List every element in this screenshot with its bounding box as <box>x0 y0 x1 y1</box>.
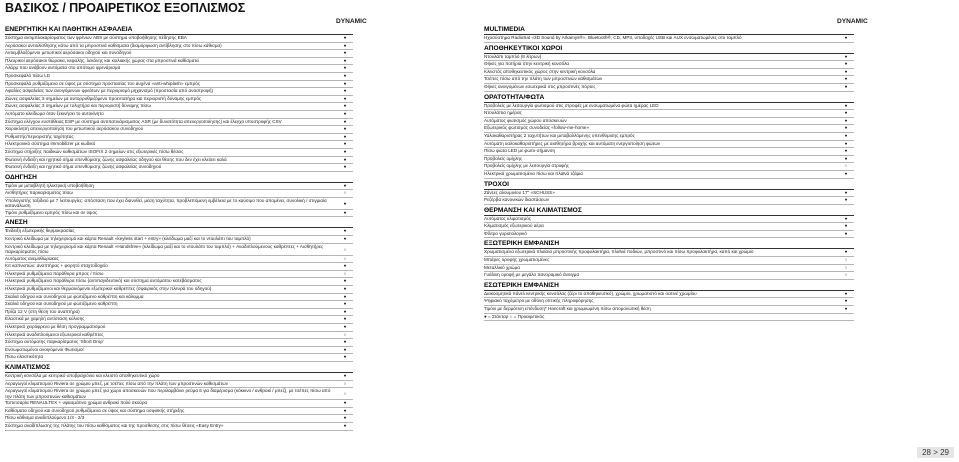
equipment-row <box>5 81 353 89</box>
standard-dot-icon <box>337 134 353 141</box>
standard-dot-icon <box>337 423 353 430</box>
equipment-row <box>5 190 353 198</box>
standard-dot-icon <box>838 54 854 61</box>
section-title: ΑΝΕΣΗ <box>5 219 353 228</box>
equipment-label: Κλειστός αποθηκευτικός χώρος στην κεντρική κονσόλα <box>484 68 596 74</box>
equipment-label: Προσκεφαλά ρυθμιζόμενα σε ύψος με σύστημα προστασίας του αυχένα «anti-whiplash» εμπρός <box>5 80 201 86</box>
equipment-label: Ζώνες ασφαλείας 3 σημείων με τυλιχτήρα και περιοριστή δύναμης πίσω <box>5 103 151 109</box>
equipment-row <box>484 257 854 265</box>
equipment-row <box>484 110 854 118</box>
standard-dot-icon <box>337 400 353 407</box>
standard-dot-icon <box>337 339 353 346</box>
standard-dot-icon <box>838 190 854 197</box>
standard-dot-icon <box>838 84 854 91</box>
standard-dot-icon <box>337 309 353 316</box>
equipment-row <box>5 141 353 149</box>
section-title: ΚΛΙΜΑΤΙΣΜΟΣ <box>5 364 353 373</box>
standard-dot-icon <box>337 263 353 270</box>
equipment-section <box>5 219 353 364</box>
equipment-label: Αφαλίες ασφαλείας των ανοιγόμενων φρεάτων με περιορισμό μηχανισμό (προστασία από αναστροφή) <box>5 88 213 94</box>
equipment-label: Αυτόματο κλείδωμα όταν ξεκινήσει το αυτοκίνητο <box>5 110 104 116</box>
equipment-row <box>5 96 353 104</box>
standard-dot-icon <box>838 249 854 256</box>
standard-dot-icon <box>337 294 353 301</box>
equipment-row <box>5 183 353 191</box>
equipment-row <box>484 103 854 111</box>
equipment-label: Αντιεμβλοξόμενοι μετωπικοί αερόσακοι οδηγού και συνοδηγού <box>5 50 132 56</box>
standard-dot-icon <box>838 298 854 305</box>
section-title: ΟΔΗΓΗΣΗ <box>5 174 353 183</box>
version-header-left <box>5 18 367 26</box>
equipment-row <box>5 134 353 142</box>
optional-circle-icon <box>337 388 353 400</box>
equipment-row <box>5 164 353 172</box>
standard-dot-icon <box>337 301 353 308</box>
section-title: ΤΡΟΧΟΙ <box>484 181 854 190</box>
equipment-label: Χρωματισμένα εξωτερικά πλαίσια μπροστινής προφυλακτήρα, πλαϊνά ποδιών, μπροστινό και πίσω προφυλακτήρα, καπό και χρώμιο <box>484 249 754 255</box>
equipment-row <box>484 118 854 126</box>
equipment-section <box>484 26 854 45</box>
equipment-label: Ταπετσαρία RENAULTEX + υφασμάτινο χρώμα ανθρακί πολύ σκούρο <box>5 400 148 406</box>
standard-dot-icon <box>337 111 353 118</box>
optional-circle-icon <box>838 163 854 170</box>
equipment-label: Ηλεκτρικά αναδιπλούμενοι εξωτερικοί καθρέπτες <box>5 331 104 337</box>
equipment-row <box>5 339 353 347</box>
standard-dot-icon <box>337 81 353 88</box>
optional-circle-icon <box>838 265 854 272</box>
equipment-row <box>5 316 353 324</box>
equipment-row <box>5 373 353 381</box>
equipment-row <box>5 88 353 96</box>
standard-dot-icon <box>337 88 353 95</box>
equipment-row <box>5 103 353 111</box>
equipment-row <box>5 35 353 43</box>
equipment-row <box>5 198 353 210</box>
equipment-label: Μπάρες οροφής χρωματισμένες <box>484 257 550 263</box>
standard-dot-icon <box>337 50 353 57</box>
right-sections <box>484 26 854 323</box>
equipment-row <box>5 119 353 127</box>
equipment-row <box>484 133 854 141</box>
optional-circle-icon <box>838 257 854 264</box>
standard-dot-icon <box>337 35 353 42</box>
standard-dot-icon <box>337 73 353 80</box>
section-title: ΕΝΕΡΓΗΤΙΚΗ ΚΑΙ ΠΑΘΗΤΙΚΗ ΑΣΦΑΛΕΙΑ <box>5 26 353 35</box>
standard-dot-icon <box>838 103 854 110</box>
standard-dot-icon <box>337 373 353 380</box>
standard-dot-icon <box>337 278 353 285</box>
equipment-label: Ντουλάπια ημέρας <box>484 110 522 116</box>
equipment-row <box>5 423 353 431</box>
equipment-label: Αυτόματος φωτισμός χώρου αποσκευών <box>484 117 567 123</box>
version-label: DYNAMIC <box>837 18 868 25</box>
standard-dot-icon <box>337 119 353 126</box>
equipment-label: Τιμόνι με μεταβλητή ηλεκτρική υποβοήθηση <box>5 182 94 188</box>
equipment-row <box>5 236 353 244</box>
equipment-row <box>484 265 854 273</box>
equipment-label: Φωτεινή ένδειξη και ηχητικό σήμα υπενθύμισης ζώνης ασφαλείας συνοδηγού <box>5 164 162 170</box>
equipment-row <box>5 73 353 81</box>
equipment-label: Ρυθμιστής/περιοριστής ταχύτητας <box>5 133 74 139</box>
equipment-column-left <box>5 18 367 433</box>
standard-dot-icon <box>838 148 854 155</box>
equipment-row <box>5 43 353 51</box>
section-title: ΑΠΟΘΗΚΕΥΤΙΚΟΙ ΧΩΡΟΙ <box>484 45 854 54</box>
standard-dot-icon <box>838 76 854 83</box>
equipment-row <box>5 324 353 332</box>
equipment-label: Υπολογιστής ταξιδιού με 7 λειτουργίες: απόσταση που έχει διανυθεί, μέση ταχύτητα, προβλεπόμενη εμβέλεια με το καύσιμο που απομένει, συνολική / στιγμιαία κατανάλωση <box>5 197 327 209</box>
optional-circle-icon <box>337 256 353 263</box>
equipment-label: Πίσω κάθισμα αναδιπλούμενο 1/3 - 2/3 <box>5 415 85 421</box>
equipment-section <box>5 364 353 433</box>
equipment-row <box>5 157 353 165</box>
equipment-label: Διακοσμητικά πάνελ κεντρικής κονσόλας (ζέρι το αποθηκευτικό), χρώμιο, χρωματιστό και σατινέ χρωμίου <box>484 290 697 296</box>
standard-dot-icon <box>337 96 353 103</box>
equipment-row <box>484 54 854 62</box>
standard-dot-icon <box>838 61 854 68</box>
equipment-row <box>5 381 353 389</box>
equipment-row <box>5 388 353 400</box>
section-title: MULTIMEDIA <box>484 26 854 35</box>
equipment-label: Τιμόνι με δερμάτινη επένδυση* Hancraft και χρωμιωμένη πίσω απομονωτική θέση <box>484 306 651 312</box>
standard-dot-icon <box>337 164 353 171</box>
equipment-label: Ηλεκτρικά ρυθμιζόμενοι και θερμαινόμενοι εξωτερικοί καθρέπτες (σφαιρικός στην πλευρά του οδηγού) <box>5 286 212 292</box>
equipment-row <box>5 65 353 73</box>
standard-dot-icon <box>337 286 353 293</box>
page-title: ΒΑΣΙΚΟΣ / ΠΡΟΑΙΡΕΤΙΚΟΣ ΕΞΟΠΛΙΣΜΟΣ <box>5 1 246 15</box>
equipment-label: Σύστημα αναδίπλωσης της πλάτης του πίσω καθίσματος και της προσθεσης στις πίσω θέσεις «Easy Entry» <box>5 422 224 428</box>
equipment-label: Φίλτρο γυρισιολογικό <box>484 230 527 236</box>
equipment-row <box>5 278 353 286</box>
standard-dot-icon <box>838 231 854 238</box>
section-title: ΟΡΑΤΟΤΗΤΑ/ΦΩΤΑ <box>484 94 854 103</box>
section-title: ΕΣΩΤΕΡΙΚΗ ΕΜΦΑΝΙΣΗ <box>484 282 854 291</box>
equipment-row <box>484 35 854 43</box>
standard-dot-icon <box>838 110 854 117</box>
equipment-label: Φωτεινή ένδειξη και ηχητικό σήμα υπενθύμισης ζώνης ασφαλείας οδηγού και θέσης που δεν έχει κλείσει καλά <box>5 156 227 162</box>
standard-dot-icon <box>838 291 854 298</box>
standard-dot-icon <box>337 198 353 210</box>
equipment-row <box>5 347 353 355</box>
standard-dot-icon <box>337 157 353 164</box>
equipment-label: Αλάρμ που ανάβουν αυτόματα στο απότομο φρενάρισμα <box>5 65 121 71</box>
equipment-row <box>5 256 353 264</box>
equipment-row <box>484 249 854 257</box>
standard-dot-icon <box>838 125 854 132</box>
standard-dot-icon <box>838 35 854 42</box>
standard-dot-icon <box>337 126 353 133</box>
equipment-row <box>5 354 353 362</box>
equipment-label: Ηλεκτρονικό σύστημα immobilizer με κωδικό <box>5 141 96 147</box>
equipment-row <box>484 163 854 171</box>
equipment-row <box>484 84 854 92</box>
equipment-label: Ένδειξη εξωτερικής θερμοκρασίας <box>5 228 75 234</box>
equipment-row <box>5 111 353 119</box>
equipment-row <box>5 210 353 218</box>
standard-dot-icon <box>838 133 854 140</box>
equipment-row <box>484 156 854 164</box>
standard-dot-icon <box>337 415 353 422</box>
equipment-row <box>5 332 353 340</box>
standard-dot-icon <box>337 347 353 354</box>
equipment-row <box>5 294 353 302</box>
standard-dot-icon <box>838 156 854 163</box>
equipment-label: Προβολείς με λειτουργία φωτισμού στις στροφές με ενσωματωμένα φώτα ημέρας LED <box>484 102 659 108</box>
equipment-label: Θήκες για ποτήρια στην κεντρική κονσόλα <box>484 61 570 67</box>
optional-circle-icon <box>838 272 854 279</box>
equipment-row <box>484 314 854 322</box>
equipment-section <box>484 207 854 241</box>
equipment-row <box>484 231 854 239</box>
standard-dot-icon <box>838 223 854 230</box>
standard-dot-icon <box>337 354 353 361</box>
equipment-label: Πίσω φώτα LED με φωτο-σήμανση <box>484 148 556 154</box>
equipment-section <box>484 181 854 207</box>
standard-dot-icon <box>838 118 854 125</box>
section-title: ΘΕΡΜΑΝΣΗ ΚΑΙ ΚΛΙΜΑΤΙΣΜΟΣ <box>484 207 854 216</box>
standard-dot-icon <box>337 408 353 415</box>
equipment-label: ● = Στάνταρ ○ = Προαιρετικός <box>484 313 545 319</box>
standard-dot-icon <box>838 141 854 148</box>
equipment-row <box>5 50 353 58</box>
equipment-label: Ζάντες αλουμινίου 17'' «SCHUSS» <box>484 189 555 195</box>
equipment-row <box>484 197 854 205</box>
equipment-label: Αυτόματος κλιματισμός <box>484 215 532 221</box>
equipment-row <box>5 228 353 236</box>
equipment-row <box>5 244 353 256</box>
standard-dot-icon <box>838 69 854 76</box>
equipment-row <box>484 190 854 198</box>
equipment-row <box>484 298 854 306</box>
equipment-row <box>5 286 353 294</box>
section-title: ΕΞΩΤΕΡΙΚΗ ΕΜΦΑΝΙΣΗ <box>484 240 854 249</box>
equipment-label: Ηχοσύστημα RadioSat «3D Sound by Arkamys®», Bluetooth®, CD, MP3, υποδοχές USB και AUX ενσωματωμένες στο ταμπλό <box>484 35 742 40</box>
standard-dot-icon <box>337 43 353 50</box>
equipment-label: Κεντρικό κλείδωμα με τηλεχειρισμό και κάρτα Renault «keyless start + entry» (κλείδωμα μαζί και το ντουλάπι του ταμπλό) <box>5 236 251 242</box>
standard-dot-icon <box>337 228 353 235</box>
equipment-label: Μεταλλικό χρώμα <box>484 264 520 270</box>
equipment-row <box>484 141 854 149</box>
equipment-label: Αεραγωγοί κλιματισμού Riviera σε χρώμιο μπεζ, με τσέπες πίσω από την πλάτη των μπροστινών καθισμάτων <box>5 380 229 386</box>
equipment-label: Ενσωματωμένοι ανοιγόμενοι Φωτισμοί <box>5 346 84 352</box>
standard-dot-icon <box>337 149 353 156</box>
equipment-label: Σύστημα στήριξης παιδικών καθισμάτων ISOFIX 2 σημείων στις εξωτερικές πίσω θέσεις <box>5 148 184 154</box>
equipment-row <box>484 306 854 314</box>
standard-dot-icon <box>838 216 854 223</box>
standard-dot-icon <box>337 324 353 331</box>
equipment-label: Ντουλάπι ταμπλό (8 λίτρων) <box>484 53 542 59</box>
equipment-label: Σύστημα αντιμπλοκαρίσματος των φρένων ABS με σύστημα υποβοήθησης πέδησης EBA <box>5 35 187 40</box>
equipment-label: Ηλεκτρικά χρωματισμένα πίσω και πλαϊνά τζάμια <box>484 170 583 176</box>
equipment-label: Προβολείς ομίχλης με λειτουργία στροφής <box>484 163 570 169</box>
equipment-row <box>484 223 854 231</box>
equipment-label: Πλευρικοί αερόσακοι θώρακα, κεφαλής, λεκάνης και κοιλιακής χώρας στα μπροστινά καθίσματα <box>5 57 199 63</box>
equipment-row <box>5 309 353 317</box>
equipment-label: Σκαλιά οδηγού και συνοδηγού με φωτιζόμενο καθρέπτη και κάλυμμα <box>5 293 144 299</box>
equipment-label: Σύστημα αυτόματης παρκαρίσματος ‘Short Drop’ <box>5 339 104 345</box>
equipment-label: Προβολείς ομίχλης <box>484 155 523 161</box>
equipment-label: Αυτόματος ανεμοθώρακας <box>5 255 59 261</box>
standard-dot-icon <box>337 316 353 323</box>
equipment-label: Πίσω ελαστικότητα <box>5 354 44 360</box>
section-spacer <box>484 321 854 323</box>
equipment-label: Τιμόνι ρυθμιζόμενο εμπρός πίσω και σε ύψος <box>5 209 98 215</box>
equipment-row <box>484 125 854 133</box>
equipment-label: Καθίσματα οδηγού και συνοδηγού ρυθμιζόμενα σε ύψος και σύστημα οσφυϊκής στήριξης <box>5 407 185 413</box>
equipment-section <box>5 26 353 174</box>
optional-circle-icon <box>337 332 353 339</box>
equipment-label: Αισθητήρες παρκαρίσματος πίσω <box>5 190 73 196</box>
equipment-label: Σύστημα ελέγχου ευστάθειας ESP με σύστημα αντιπατινάρισματος ASR (με δυνατότητα απενεργοποίησης) και έλεγχο υποστροφής CSV <box>5 118 282 124</box>
equipment-label: Κλιματισμός εξωτερικού αέρα <box>484 223 544 229</box>
equipment-label: Εξωτερικός φωτισμός συνοδείας «follow-me-home» <box>484 125 590 131</box>
equipment-row <box>484 272 854 280</box>
equipment-label: Αεραγωγοί κλιματισμού Riviera σε χρώμιο μπεζ για χώρο αποσκευών που περιλαμβάνει ρεύμα 6 για διαμέρισμα (κόκκινο / ανθρακί / μπεζ), με τσέπες πίσω από την πλάτη των μπροστινών καθισμάτων <box>5 388 331 399</box>
equipment-label: Ρεζέρβα κανονικών διαστάσεων <box>484 197 550 203</box>
equipment-row <box>484 291 854 299</box>
equipment-label: Υαλοκαθαριστήρας 2 ταχυτήτων και μεταβαλλόμενης υπενθύμισης εμπρός <box>484 132 635 138</box>
standard-dot-icon <box>337 141 353 148</box>
equipment-label: Αερόσακοι αντιολίσθησης κάτω από τα μπροστινά καθίσματα (διαμόρφωση αντίβλησης στο πίσω κάθισμα) <box>5 42 222 48</box>
equipment-row <box>484 76 854 84</box>
equipment-label: Θήκες ανοιγομένων εσωτερικά στις μπροστινές πόρτες <box>484 83 596 89</box>
equipment-section <box>484 94 854 181</box>
equipment-label: Κεντρική κονσόλα με κεντρικό υποβραχιόνιο και κλειστό αποθηκευτικό χώρο <box>5 372 160 378</box>
standard-dot-icon <box>337 58 353 65</box>
optional-circle-icon <box>337 381 353 388</box>
equipment-column-right <box>484 18 868 323</box>
equipment-section <box>5 174 353 220</box>
equipment-label: Πρίζα 12 V (στη θέση του αναπτήρα) <box>5 308 80 314</box>
left-sections <box>5 26 353 433</box>
equipment-row <box>5 126 353 134</box>
equipment-label: Τσέπες πίσω από την πλάτη των μπροστινών καθισμάτων <box>484 76 603 82</box>
equipment-label: Ζώνες ασφαλείας 3 σημείων με αυτορρυθμιζόμενο προεντατήρα και περιοριστή δύναμης εμπρός <box>5 95 202 101</box>
equipment-label: Ελαστικά με χαμηλή αντίσταση κύλισης <box>5 316 85 322</box>
version-label: DYNAMIC <box>336 18 367 25</box>
standard-dot-icon <box>337 103 353 110</box>
equipment-label: Κεντρικό κλείδωμα με τηλεχειρισμό και κάρτα Renault «Handsfree» (κλείδωμα μαζί και το ντουλάπι του ταμπλό) + Αναδιπλούμενους καθρέπτες + Αισθητήρες παρκαρίσματος πίσω <box>5 243 324 255</box>
equipment-row <box>5 415 353 423</box>
equipment-row <box>484 216 854 224</box>
equipment-label: Ηλεκτρικά ρυθμιζόμενα παράθυρα μπρος / πίσω <box>5 270 104 276</box>
equipment-label: Σκαλιά οδηγού και συνοδηγού με φωτιζόμενο καθρέπτη <box>5 301 118 307</box>
equipment-label: Ηλεκτρικό χειρόφρενο με θέση προγραμματισμού <box>5 324 106 329</box>
equipment-label: Ηλεκτρικά ρυθμιζόμενα παράθυρα πίσω (αντιπαγιδευτικό) και σύστημα αυτόματου κατεβάσματος <box>5 278 202 284</box>
equipment-row <box>5 58 353 66</box>
optional-circle-icon <box>337 190 353 197</box>
equipment-row <box>5 271 353 279</box>
equipment-label: Γυάλινη οροφή με μεγάλο πανοραμικό άνοιγμα <box>484 272 580 278</box>
equipment-row <box>5 400 353 408</box>
equipment-row <box>484 61 854 69</box>
equipment-row <box>484 69 854 77</box>
version-header-right <box>484 18 868 26</box>
standard-dot-icon <box>337 210 353 217</box>
standard-dot-icon <box>337 183 353 190</box>
section-spacer <box>5 431 353 433</box>
equipment-row <box>484 148 854 156</box>
standard-dot-icon <box>337 65 353 72</box>
equipment-label: Ψηφιακό ταχύμετρο με οθόνη οπτικής πληροφόρησης <box>484 298 594 304</box>
equipment-section <box>484 45 854 94</box>
equipment-label: Προσκεφαλό πίσω LD <box>5 72 51 78</box>
equipment-row <box>5 301 353 309</box>
optional-circle-icon <box>337 244 353 256</box>
standard-dot-icon <box>337 236 353 243</box>
page-number: 28 > 29 <box>917 447 954 458</box>
equipment-section <box>484 240 854 281</box>
standard-dot-icon <box>838 197 854 204</box>
standard-dot-icon <box>838 171 854 178</box>
equipment-label: Κιτ καπνιστών: αναπτήρας + φορητό σταχτοδοχείο <box>5 263 108 269</box>
equipment-label: Αυτόματη υαλοκαθαριστήρες με αισθητήρα βροχής και αυτόματη ενεργοποίηση φώτων <box>484 140 661 146</box>
optional-circle-icon <box>337 271 353 278</box>
equipment-row <box>484 171 854 179</box>
equipment-label: Χειροκίνητη απενεργοποίηση του μετωπικού αερόσακου συνοδηγού <box>5 126 144 132</box>
equipment-section <box>484 282 854 323</box>
equipment-row <box>5 263 353 271</box>
equipment-row <box>5 408 353 416</box>
standard-dot-icon <box>838 306 854 313</box>
equipment-row <box>5 149 353 157</box>
